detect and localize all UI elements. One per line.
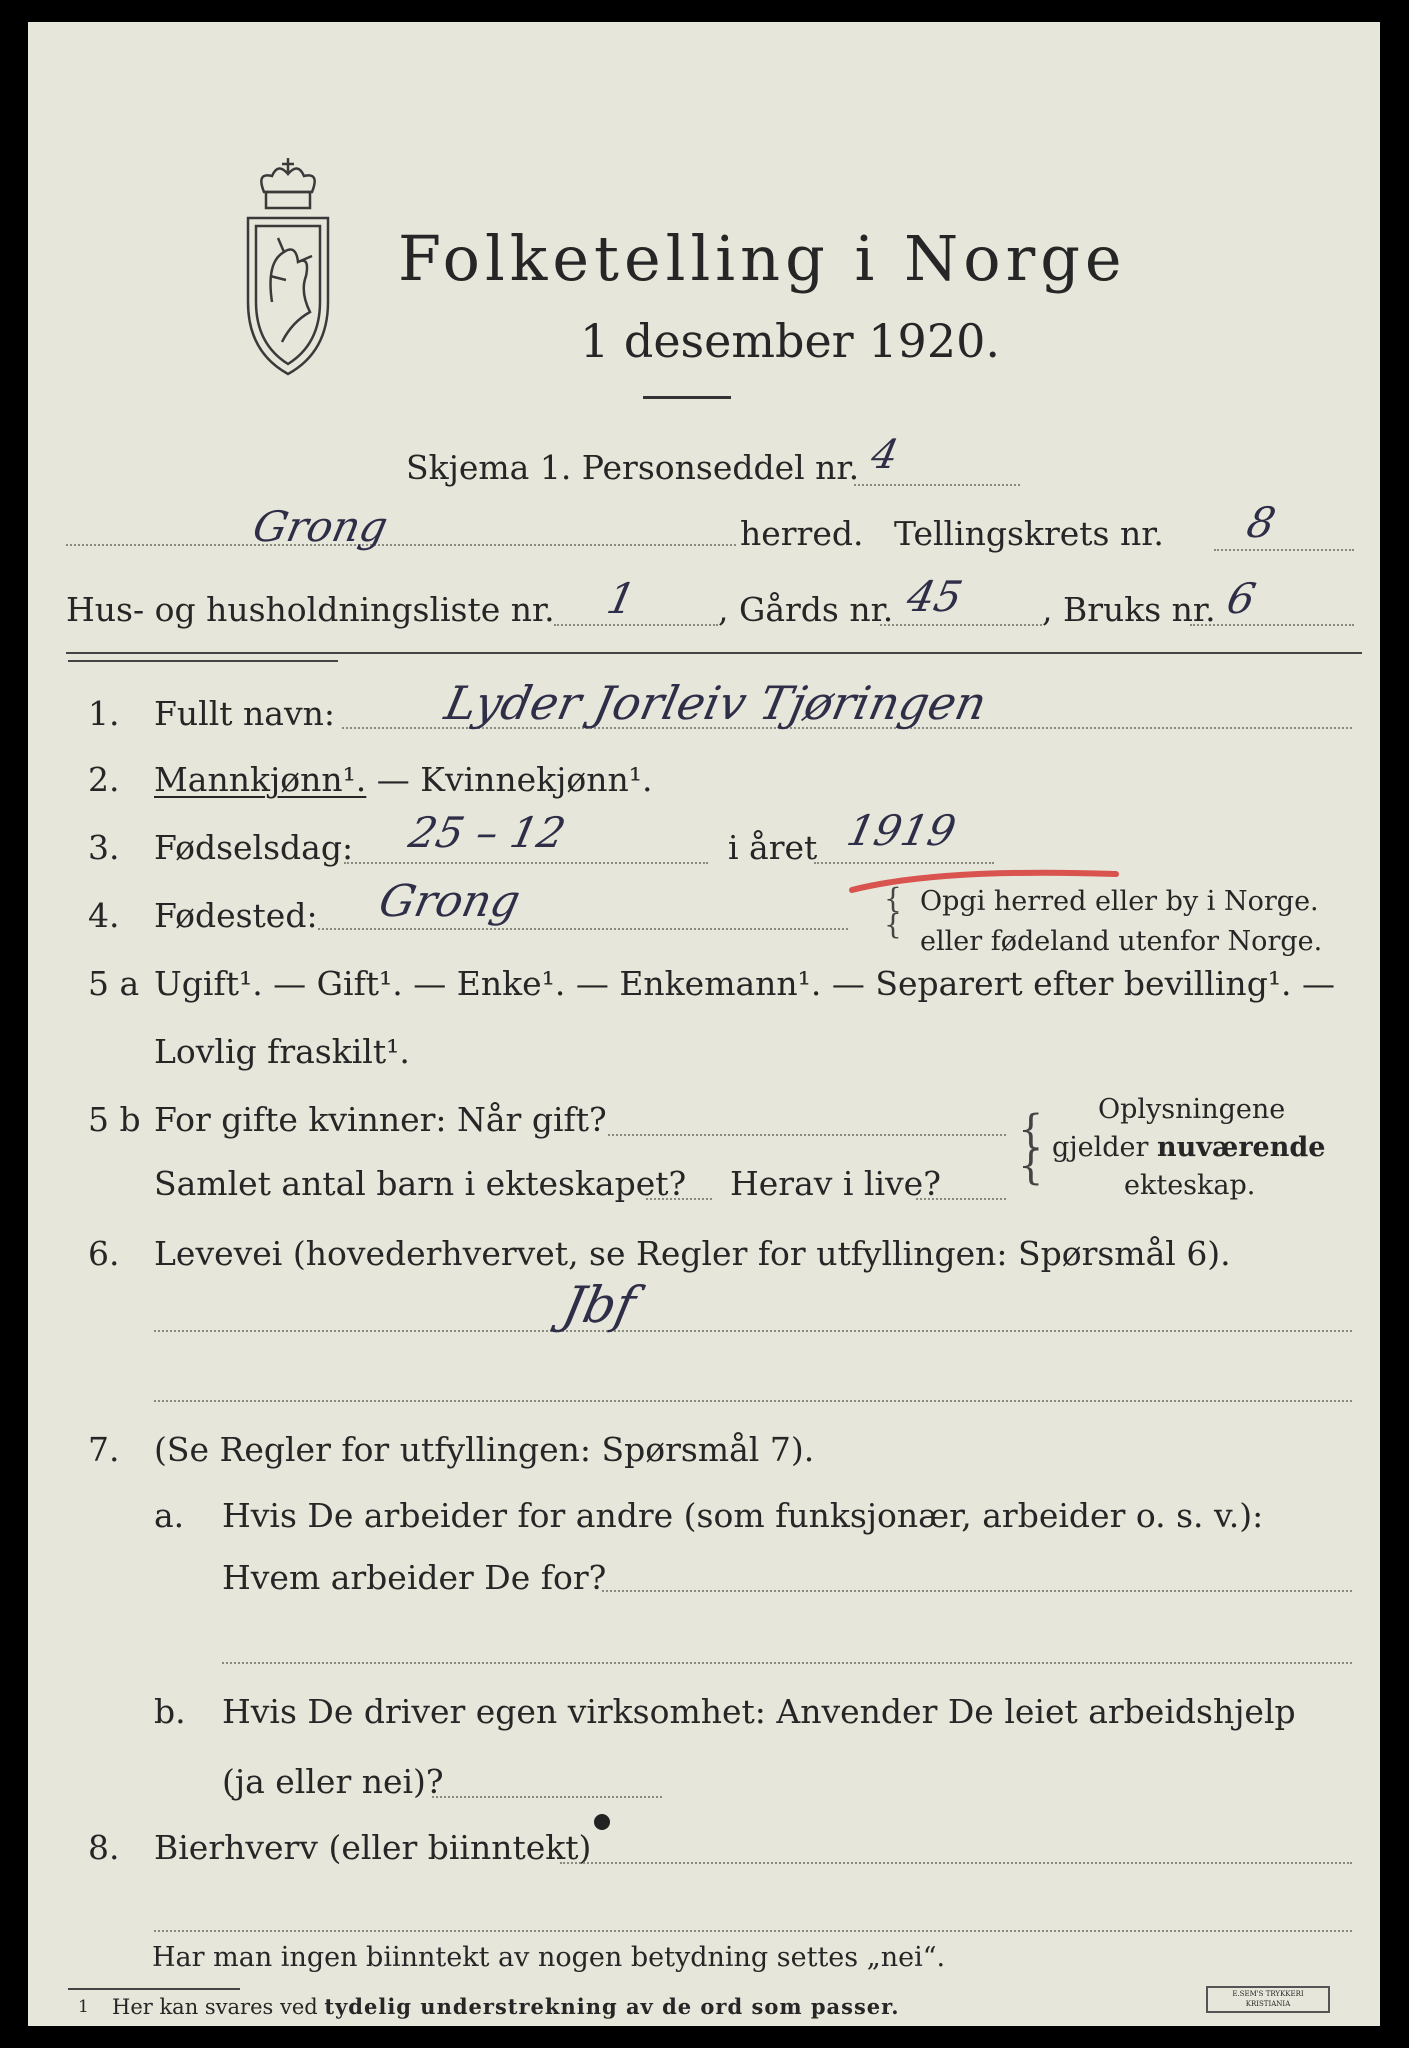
q3-value: 25 – 12 (404, 808, 570, 857)
herred-label: herred. (740, 514, 864, 553)
q1-label: Fullt navn: (154, 694, 335, 733)
q4-value: Grong (374, 876, 525, 927)
hus-field-line (554, 624, 718, 626)
krets-label: Tellingskrets nr. (894, 514, 1164, 553)
q2-separator: — (376, 760, 410, 799)
q5b-alive-label: Herav i live? (730, 1164, 941, 1203)
herred-value: Grong (248, 502, 393, 551)
title-divider (643, 396, 731, 399)
q5b-note-1: Oplysningene (1098, 1094, 1286, 1125)
q5a-number: 5 a (88, 964, 140, 1003)
herred-field-line (66, 544, 736, 546)
norwegian-coat-of-arms-icon (226, 152, 376, 387)
bruks-value: 6 (1222, 574, 1260, 623)
q4-brace: { { (884, 882, 902, 941)
hus-value: 1 (602, 574, 640, 623)
q5a-line-1: Ugift¹. — Gift¹. — Enke¹. — Enkemann¹. — Separert efter bevilling¹. — (154, 964, 1336, 1003)
q7a-field-line-2 (222, 1662, 1352, 1664)
q7-number: 7. (88, 1430, 120, 1469)
q5a-line-2: Lovlig fraskilt¹. (154, 1032, 410, 1071)
schema-label: Skjema 1. Personseddel nr. (406, 448, 860, 487)
q7a-line-1: Hvis De arbeider for andre (som funksjonær, arbeider o. s. v.): (222, 1496, 1264, 1535)
footnote-text-b: tydelig understrekning av de ord som passer. (324, 1994, 900, 2019)
header-separator-short (68, 660, 338, 662)
printer-stamp-line-2: KRISTIANIA (1245, 2000, 1291, 2008)
q4-label: Fødested: (154, 896, 318, 935)
q7a-field-line-1 (602, 1590, 1352, 1592)
gards-field-line (880, 624, 1042, 626)
hus-label: Hus- og husholdningsliste nr. (66, 590, 555, 629)
bruks-label: , Bruks nr. (1042, 590, 1216, 629)
census-form (28, 22, 1380, 2026)
q4-number: 4. (88, 896, 120, 935)
schema-field-line (854, 484, 1020, 486)
krets-value: 8 (1242, 498, 1280, 547)
krets-field-line (1214, 549, 1354, 551)
ink-blot (594, 1814, 610, 1830)
q4-note-2: eller fødeland utenfor Norge. (920, 926, 1323, 957)
printer-stamp-line-1: E.SEM'S TRYKKERI (1232, 1990, 1304, 1998)
q6-label: Levevei (hovederhvervet, se Regler for utfyllingen: Spørsmål 6). (154, 1234, 1231, 1273)
q6-number: 6. (88, 1234, 120, 1273)
form-title: Folketelling i Norge (398, 222, 1127, 295)
q5b-note-3: ekteskap. (1124, 1170, 1256, 1201)
q2-male: Mannkjønn¹. (154, 760, 367, 799)
q3-number: 3. (88, 828, 120, 867)
q5b-married-field-line (608, 1134, 1006, 1136)
q2-female: Kvinnekjønn¹. (420, 760, 653, 799)
bruks-field-line (1190, 624, 1354, 626)
q8-label: Bierhverv (eller biinntekt) (154, 1828, 592, 1867)
q3-year-label: i året (728, 828, 818, 867)
q7b-line-2: (ja eller nei)? (222, 1762, 444, 1801)
q3-year-value: 1919 (842, 806, 961, 855)
q5b-number: 5 b (88, 1100, 141, 1139)
q7-label: (Se Regler for utfyllingen: Spørsmål 7). (154, 1430, 815, 1469)
q8-field-line-2 (154, 1930, 1352, 1932)
q8-number: 8. (88, 1828, 120, 1867)
footnote-text-a: Her kan svares ved (112, 1995, 318, 2019)
footnote-separator (68, 1988, 240, 1990)
q5b-children-field-line (646, 1198, 712, 1200)
q7a-letter: a. (154, 1496, 185, 1535)
q1-value: Lyder Jorleiv Tjøringen (440, 676, 992, 730)
q8-field-line (560, 1862, 1352, 1864)
q5b-alive-field-line (916, 1198, 1006, 1200)
q5b-note-2b: nuværende (1157, 1132, 1326, 1163)
printer-stamp (1206, 1986, 1330, 2013)
q3-field-line (344, 862, 708, 864)
q6-field-line-1 (154, 1330, 1352, 1332)
q7a-line-2: Hvem arbeider De for? (222, 1558, 607, 1597)
schema-value: 4 (867, 432, 903, 478)
q3-label: Fødselsdag: (154, 828, 354, 867)
q5b-line-1: For gifte kvinner: Når gift? (154, 1100, 607, 1139)
q2-number: 2. (88, 760, 120, 799)
header-separator (66, 652, 1362, 654)
q1-number: 1. (88, 694, 120, 733)
q6-value: Jbf (557, 1276, 641, 1334)
q7b-line-1: Hvis De driver egen virksomhet: Anvender De leiet arbeidshjelp (222, 1692, 1296, 1731)
q5b-note-2a: gjelder (1052, 1132, 1149, 1163)
q4-note-1: Opgi herred eller by i Norge. (920, 886, 1319, 917)
footer-note: Har man ingen biinntekt av nogen betydning settes „nei“. (152, 1942, 946, 1973)
q7b-field-line (432, 1796, 662, 1798)
q7b-letter: b. (154, 1692, 186, 1731)
q5b-brace: { { (1018, 1107, 1044, 1189)
q5b-children-label: Samlet antal barn i ekteskapet? (154, 1164, 687, 1203)
q6-field-line-2 (154, 1400, 1352, 1402)
gards-label: , Gårds nr. (718, 590, 894, 629)
gards-value: 45 (902, 572, 967, 621)
q4-field-line (318, 928, 848, 930)
form-date: 1 desember 1920. (580, 314, 1000, 368)
footnote-number: 1 (78, 1997, 89, 2017)
